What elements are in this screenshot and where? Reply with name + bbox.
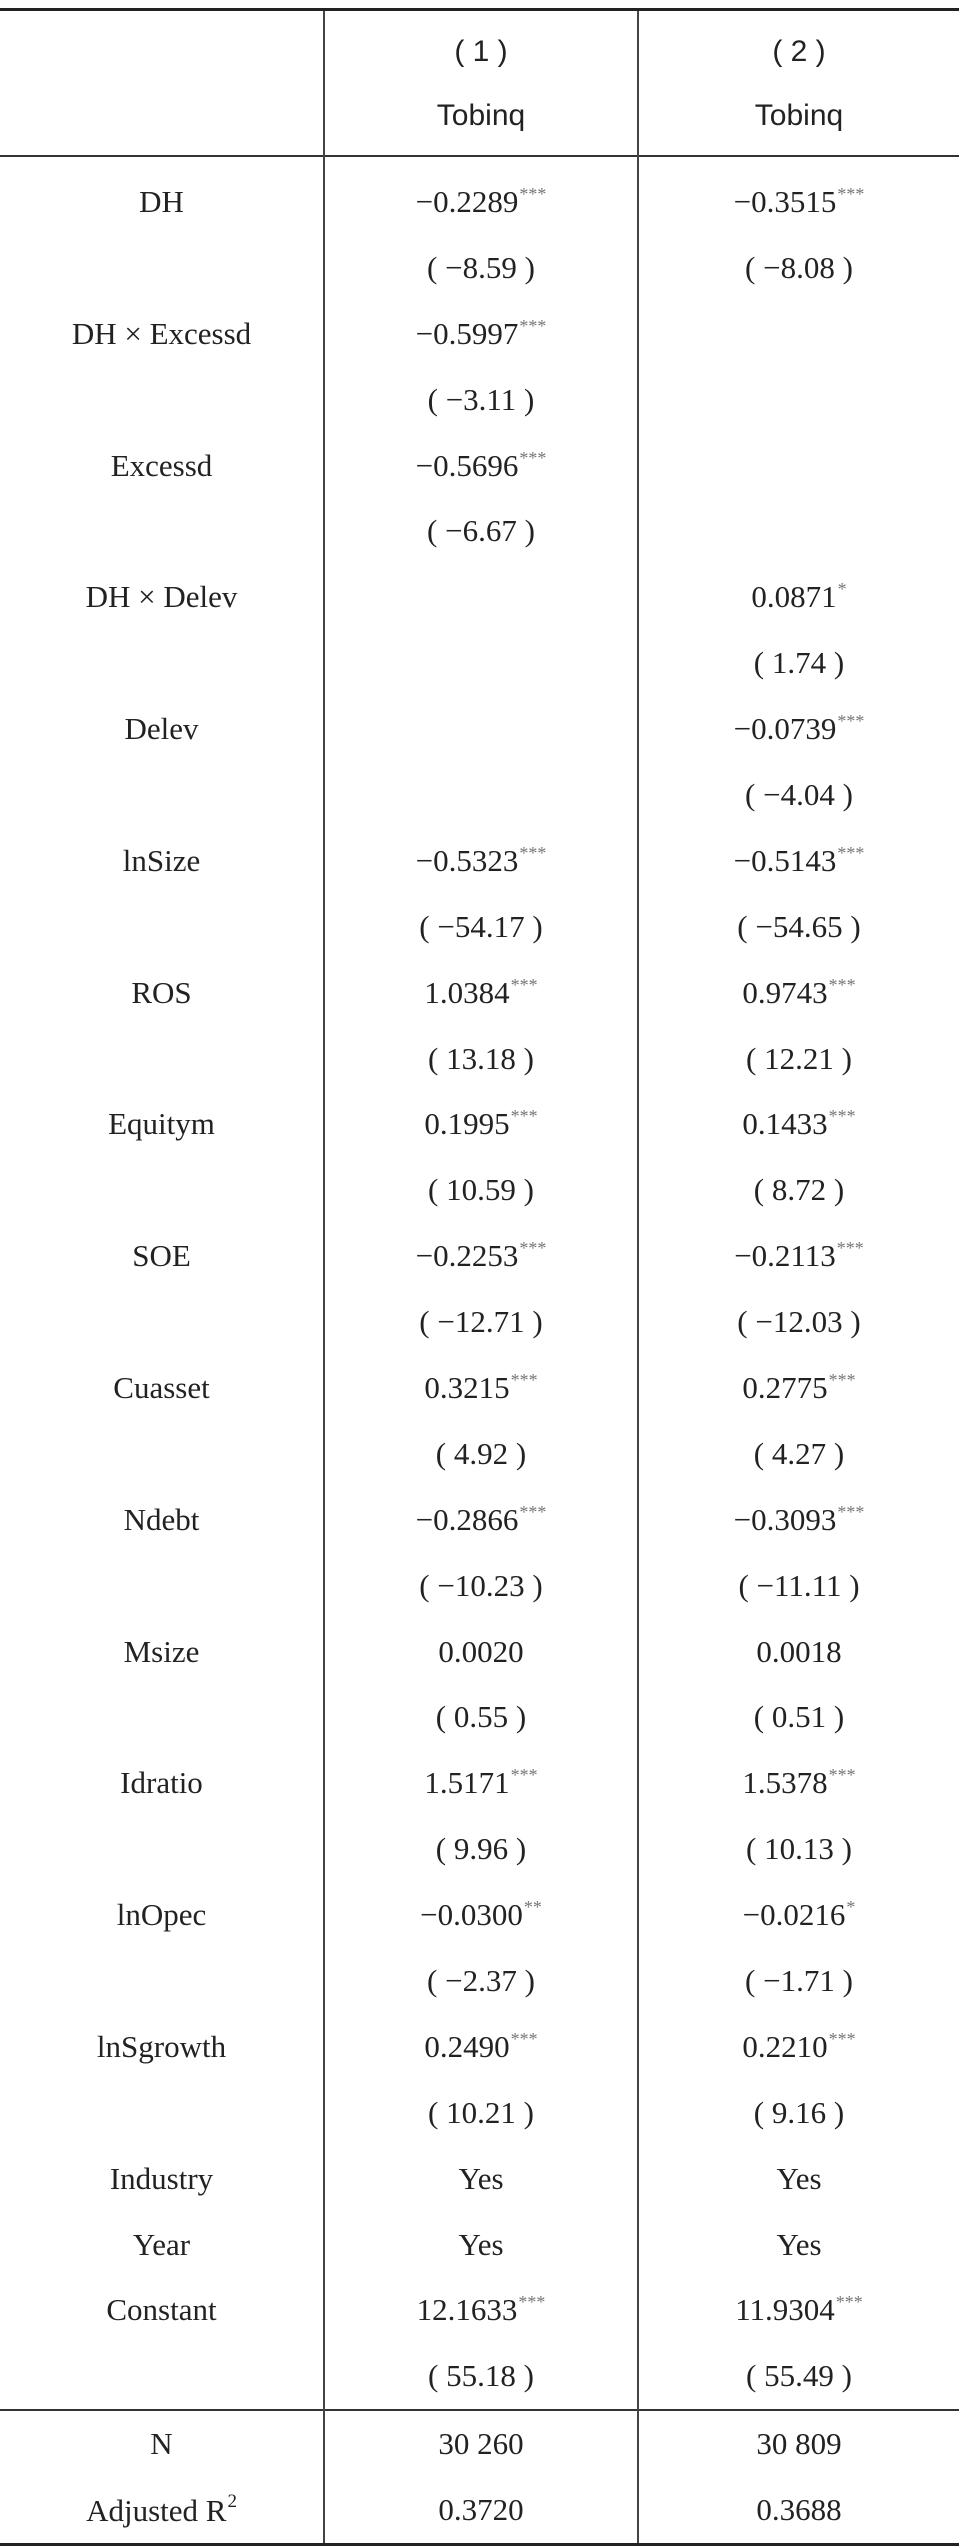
col2-cell bbox=[638, 1026, 959, 1092]
significance-stars: *** bbox=[518, 2292, 546, 2313]
significance-stars: *** bbox=[519, 315, 547, 336]
col2-cell bbox=[638, 235, 959, 301]
col1-cell-value: ( 55.18 ) bbox=[428, 2358, 534, 2394]
col1-cell-value: Yes bbox=[458, 2160, 504, 2196]
col1-cell-value: 1.0384 bbox=[424, 974, 510, 1010]
col2-cell-value: ( −8.08 ) bbox=[745, 249, 853, 285]
variable-label-value: Year bbox=[132, 2226, 191, 2262]
variable-label-value: ROS bbox=[131, 974, 192, 1010]
variable-label bbox=[0, 1421, 324, 1487]
variable-label bbox=[0, 367, 324, 433]
col2-cell-value: ( 12.21 ) bbox=[746, 1040, 852, 1076]
variable-label bbox=[0, 1223, 324, 1289]
variable-label bbox=[0, 1684, 324, 1750]
statistic-label bbox=[0, 2477, 324, 2545]
col1-cell-value: Yes bbox=[458, 2226, 504, 2262]
variable-label-value: Idratio bbox=[120, 1765, 203, 1801]
col1-cell-value: 30 260 bbox=[438, 2426, 524, 2462]
variable-label bbox=[0, 1553, 324, 1619]
variable-label-value: Delev bbox=[124, 711, 199, 747]
col2-cell-value: 0.2775 bbox=[742, 1369, 828, 1405]
col1-cell bbox=[324, 564, 638, 630]
statistic-label-value: Adjusted R bbox=[86, 2493, 227, 2529]
variable-label bbox=[0, 1750, 324, 1816]
col1-cell bbox=[324, 2212, 638, 2278]
col1-cell-value: 0.2490 bbox=[424, 2028, 510, 2064]
header-empty-cell bbox=[0, 10, 324, 84]
col2-cell bbox=[638, 1816, 959, 1882]
col2-cell bbox=[638, 2477, 959, 2545]
col2-cell bbox=[638, 2212, 959, 2278]
col2-cell bbox=[638, 960, 959, 1026]
significance-stars: *** bbox=[836, 1238, 864, 1259]
col1-cell bbox=[324, 960, 638, 1026]
col2-cell-value: ( 4.27 ) bbox=[753, 1435, 845, 1471]
tstat-row bbox=[0, 762, 959, 828]
col2-cell-value: Yes bbox=[776, 2160, 822, 2196]
coefficient-rows bbox=[0, 156, 959, 2410]
variable-label-value: lnSgrowth bbox=[96, 2028, 227, 2064]
header-empty-cell bbox=[0, 83, 324, 156]
col2-cell bbox=[638, 1750, 959, 1816]
header-col1-number: ( 1 ) bbox=[324, 10, 638, 84]
col2-cell bbox=[638, 156, 959, 235]
variable-label bbox=[0, 696, 324, 762]
col2-cell bbox=[638, 2278, 959, 2344]
col1-cell-value: ( −8.59 ) bbox=[427, 249, 535, 285]
variable-label bbox=[0, 1487, 324, 1553]
col2-cell bbox=[638, 1157, 959, 1223]
variable-label-value: Excessd bbox=[110, 447, 213, 483]
col2-cell-value: −0.3093 bbox=[733, 1501, 837, 1537]
col1-cell bbox=[324, 2146, 638, 2212]
variable-label-value: DH bbox=[139, 183, 184, 219]
variable-label bbox=[0, 2146, 324, 2212]
col2-cell bbox=[638, 1091, 959, 1157]
col1-cell-value: ( 4.92 ) bbox=[435, 1435, 527, 1471]
coefficient-row bbox=[0, 1487, 959, 1553]
coefficient-row bbox=[0, 696, 959, 762]
col2-cell-value: 0.9743 bbox=[742, 974, 828, 1010]
col1-cell bbox=[324, 1421, 638, 1487]
variable-label-value: SOE bbox=[132, 1238, 191, 1274]
col2-cell-value: ( −54.65 ) bbox=[737, 908, 861, 944]
significance-stars: *** bbox=[837, 183, 865, 204]
col1-cell bbox=[324, 367, 638, 433]
col2-cell-value: 0.1433 bbox=[742, 1106, 828, 1142]
variable-label bbox=[0, 156, 324, 235]
col1-cell bbox=[324, 762, 638, 828]
col2-cell bbox=[638, 2343, 959, 2410]
header-col2-number: ( 2 ) bbox=[638, 10, 959, 84]
col2-cell-value: 11.9304 bbox=[735, 2292, 835, 2328]
tstat-row bbox=[0, 1816, 959, 1882]
variable-label bbox=[0, 2014, 324, 2080]
variable-label-value: DH × Excessd bbox=[71, 315, 252, 351]
tstat-row bbox=[0, 1289, 959, 1355]
coefficient-row bbox=[0, 1223, 959, 1289]
col2-cell-value: 0.3688 bbox=[756, 2492, 842, 2528]
variable-label bbox=[0, 762, 324, 828]
significance-stars: *** bbox=[510, 1106, 538, 1127]
col2-cell bbox=[638, 894, 959, 960]
col2-cell-value: ( −12.03 ) bbox=[737, 1304, 861, 1340]
tstat-row bbox=[0, 2080, 959, 2146]
significance-stars: *** bbox=[837, 842, 865, 863]
col1-cell-value: −0.0300 bbox=[420, 1897, 523, 1933]
significance-stars: *** bbox=[519, 1238, 547, 1259]
coefficient-row bbox=[0, 2212, 959, 2278]
variable-label bbox=[0, 1948, 324, 2014]
header-row-names bbox=[0, 83, 959, 156]
col2-cell bbox=[638, 1948, 959, 2014]
col2-cell bbox=[638, 2080, 959, 2146]
col1-cell bbox=[324, 1619, 638, 1685]
col1-cell-value: ( 13.18 ) bbox=[428, 1040, 534, 1076]
statistic-row bbox=[0, 2477, 959, 2545]
col2-cell-value: ( 9.16 ) bbox=[753, 2094, 845, 2130]
variable-label-value: DH × Delev bbox=[85, 579, 238, 615]
variable-label bbox=[0, 498, 324, 564]
col2-cell bbox=[638, 301, 959, 367]
variable-label bbox=[0, 2278, 324, 2344]
significance-stars: *** bbox=[519, 1501, 547, 1522]
col1-cell bbox=[324, 1289, 638, 1355]
coefficient-row bbox=[0, 1750, 959, 1816]
col1-cell-value: 0.3720 bbox=[438, 2492, 524, 2528]
tstat-row bbox=[0, 2343, 959, 2410]
regression-table-container bbox=[0, 8, 959, 2546]
variable-label bbox=[0, 1355, 324, 1421]
col2-cell-value: 30 809 bbox=[756, 2426, 842, 2462]
variable-label bbox=[0, 433, 324, 499]
variable-label bbox=[0, 1026, 324, 1092]
col1-cell bbox=[324, 301, 638, 367]
col1-cell bbox=[324, 1091, 638, 1157]
col1-cell-value: 0.0020 bbox=[438, 1633, 524, 1669]
col1-cell-value: ( −54.17 ) bbox=[419, 908, 543, 944]
col1-cell-value: 1.5171 bbox=[424, 1765, 510, 1801]
col2-cell bbox=[638, 1487, 959, 1553]
coefficient-row bbox=[0, 1882, 959, 1948]
variable-label-value: Msize bbox=[123, 1633, 200, 1669]
col2-cell bbox=[638, 2410, 959, 2477]
significance-stars: * bbox=[846, 1897, 856, 1918]
col2-cell bbox=[638, 433, 959, 499]
coefficient-row bbox=[0, 1619, 959, 1685]
tstat-row bbox=[0, 235, 959, 301]
col1-cell bbox=[324, 1882, 638, 1948]
col2-cell-value: 0.0018 bbox=[756, 1633, 842, 1669]
variable-label bbox=[0, 2080, 324, 2146]
tstat-row bbox=[0, 498, 959, 564]
col1-cell bbox=[324, 1355, 638, 1421]
col1-cell bbox=[324, 2477, 638, 2545]
variable-label-value: lnSize bbox=[122, 842, 201, 878]
col1-cell-value: −0.2289 bbox=[415, 183, 519, 219]
variable-label bbox=[0, 2212, 324, 2278]
col2-cell bbox=[638, 1882, 959, 1948]
statistic-label bbox=[0, 2410, 324, 2477]
variable-label-value: Industry bbox=[109, 2160, 214, 2196]
tstat-row bbox=[0, 1157, 959, 1223]
coefficient-row bbox=[0, 1091, 959, 1157]
statistics-rows bbox=[0, 2410, 959, 2545]
col2-cell bbox=[638, 630, 959, 696]
significance-stars: *** bbox=[828, 1765, 856, 1786]
col1-cell bbox=[324, 433, 638, 499]
table-header bbox=[0, 10, 959, 157]
tstat-row bbox=[0, 1684, 959, 1750]
significance-stars: *** bbox=[837, 711, 865, 732]
variable-label bbox=[0, 1091, 324, 1157]
col1-cell bbox=[324, 498, 638, 564]
coefficient-row bbox=[0, 1355, 959, 1421]
significance-stars: *** bbox=[519, 183, 547, 204]
col1-cell bbox=[324, 1026, 638, 1092]
header-col1-name: Tobinq bbox=[324, 83, 638, 156]
col1-cell-value: ( −2.37 ) bbox=[427, 1962, 535, 1998]
significance-stars: *** bbox=[510, 1369, 538, 1390]
col2-cell-value: ( 1.74 ) bbox=[753, 645, 845, 681]
tstat-row bbox=[0, 1948, 959, 2014]
col2-cell-value: ( −11.11 ) bbox=[738, 1567, 860, 1603]
coefficient-row bbox=[0, 960, 959, 1026]
significance-stars: *** bbox=[837, 1501, 865, 1522]
col1-cell-value: 0.3215 bbox=[424, 1369, 510, 1405]
col2-cell bbox=[638, 1553, 959, 1619]
col1-cell bbox=[324, 1948, 638, 2014]
significance-stars: *** bbox=[510, 2028, 538, 2049]
coefficient-row bbox=[0, 2146, 959, 2212]
col1-cell-value: 0.1995 bbox=[424, 1106, 510, 1142]
col2-cell bbox=[638, 1289, 959, 1355]
col1-cell bbox=[324, 2080, 638, 2146]
col2-cell-value: ( 10.13 ) bbox=[746, 1831, 852, 1867]
col2-cell bbox=[638, 1421, 959, 1487]
col1-cell bbox=[324, 1816, 638, 1882]
col2-cell bbox=[638, 828, 959, 894]
col2-cell-value: 0.0871 bbox=[751, 579, 837, 615]
statistic-row bbox=[0, 2410, 959, 2477]
col2-cell-value: −0.0739 bbox=[733, 711, 837, 747]
col1-cell-value: −0.5323 bbox=[415, 842, 519, 878]
variable-label bbox=[0, 1882, 324, 1948]
significance-stars: *** bbox=[519, 447, 547, 468]
col2-cell-value: ( 55.49 ) bbox=[746, 2358, 852, 2394]
variable-label-value: Cuasset bbox=[113, 1369, 210, 1405]
variable-label bbox=[0, 1289, 324, 1355]
variable-label-value: Constant bbox=[106, 2292, 217, 2328]
significance-stars: *** bbox=[835, 2292, 863, 2313]
significance-stars: *** bbox=[510, 1765, 538, 1786]
col1-cell bbox=[324, 1487, 638, 1553]
col1-cell bbox=[324, 156, 638, 235]
col2-cell bbox=[638, 696, 959, 762]
col1-cell bbox=[324, 235, 638, 301]
col2-cell-value: 1.5378 bbox=[742, 1765, 828, 1801]
col2-cell-value: Yes bbox=[776, 2226, 822, 2262]
variable-label bbox=[0, 630, 324, 696]
variable-label-value: Ndebt bbox=[123, 1501, 200, 1537]
col1-cell bbox=[324, 696, 638, 762]
col1-cell-value: ( 9.96 ) bbox=[435, 1831, 527, 1867]
col2-cell bbox=[638, 1684, 959, 1750]
col2-cell bbox=[638, 1355, 959, 1421]
col1-cell bbox=[324, 1157, 638, 1223]
variable-label-value: lnOpec bbox=[116, 1897, 207, 1933]
col1-cell-value: ( 0.55 ) bbox=[435, 1699, 527, 1735]
variable-label bbox=[0, 564, 324, 630]
tstat-row bbox=[0, 630, 959, 696]
col2-cell-value: ( 8.72 ) bbox=[753, 1172, 845, 1208]
variable-label bbox=[0, 1157, 324, 1223]
significance-stars: *** bbox=[828, 2028, 856, 2049]
col2-cell bbox=[638, 1619, 959, 1685]
tstat-row bbox=[0, 1553, 959, 1619]
col2-cell-value: −0.5143 bbox=[733, 842, 837, 878]
coefficient-row bbox=[0, 828, 959, 894]
col2-cell-value: ( −1.71 ) bbox=[745, 1962, 853, 1998]
tstat-row bbox=[0, 1026, 959, 1092]
coefficient-row bbox=[0, 156, 959, 235]
col2-cell bbox=[638, 1223, 959, 1289]
col2-cell bbox=[638, 2014, 959, 2080]
col1-cell bbox=[324, 2343, 638, 2410]
tstat-row bbox=[0, 1421, 959, 1487]
variable-label bbox=[0, 1619, 324, 1685]
variable-label bbox=[0, 1816, 324, 1882]
col2-cell-value: ( −4.04 ) bbox=[745, 776, 853, 812]
variable-label bbox=[0, 2343, 324, 2410]
significance-stars: *** bbox=[828, 1369, 856, 1390]
col2-cell-value: −0.0216 bbox=[742, 1897, 846, 1933]
coefficient-row bbox=[0, 433, 959, 499]
coefficient-row bbox=[0, 564, 959, 630]
col2-cell-value: 0.2210 bbox=[742, 2028, 828, 2064]
col2-cell bbox=[638, 2146, 959, 2212]
variable-label-value: Equitym bbox=[108, 1106, 215, 1142]
col1-cell-value: 12.1633 bbox=[416, 2292, 518, 2328]
tstat-row bbox=[0, 367, 959, 433]
regression-table bbox=[0, 8, 959, 2546]
variable-label bbox=[0, 301, 324, 367]
col1-cell-value: ( −12.71 ) bbox=[419, 1304, 543, 1340]
col1-cell bbox=[324, 630, 638, 696]
col1-cell-value: −0.2253 bbox=[415, 1238, 519, 1274]
col1-cell-value: ( −10.23 ) bbox=[419, 1567, 543, 1603]
header-col2-name: Tobinq bbox=[638, 83, 959, 156]
coefficient-row bbox=[0, 2278, 959, 2344]
coefficient-row bbox=[0, 301, 959, 367]
col1-cell bbox=[324, 1750, 638, 1816]
significance-stars: ** bbox=[523, 1897, 542, 1918]
statistic-label-value: N bbox=[150, 2426, 173, 2462]
col1-cell bbox=[324, 1553, 638, 1619]
variable-label bbox=[0, 960, 324, 1026]
variable-label bbox=[0, 235, 324, 301]
col2-cell-value: ( 0.51 ) bbox=[753, 1699, 845, 1735]
col2-cell bbox=[638, 498, 959, 564]
col1-cell-value: ( −3.11 ) bbox=[427, 381, 535, 417]
header-row-numbers bbox=[0, 10, 959, 84]
col1-cell bbox=[324, 2278, 638, 2344]
tstat-row bbox=[0, 894, 959, 960]
col2-cell-value: −0.2113 bbox=[734, 1238, 836, 1274]
col1-cell bbox=[324, 828, 638, 894]
significance-stars: *** bbox=[828, 1106, 856, 1127]
col1-cell-value: −0.5696 bbox=[415, 447, 519, 483]
significance-stars: *** bbox=[519, 842, 547, 863]
col1-cell-value: ( 10.21 ) bbox=[428, 2094, 534, 2130]
col1-cell-value: −0.5997 bbox=[415, 315, 519, 351]
col1-cell-value: ( −6.67 ) bbox=[427, 513, 535, 549]
col1-cell bbox=[324, 1223, 638, 1289]
significance-stars: * bbox=[837, 579, 847, 600]
col2-cell bbox=[638, 762, 959, 828]
col2-cell-value: −0.3515 bbox=[733, 183, 837, 219]
col1-cell bbox=[324, 894, 638, 960]
col1-cell bbox=[324, 1684, 638, 1750]
significance-stars: 2 bbox=[227, 2491, 237, 2513]
coefficient-row bbox=[0, 2014, 959, 2080]
col1-cell bbox=[324, 2014, 638, 2080]
variable-label bbox=[0, 894, 324, 960]
col2-cell bbox=[638, 564, 959, 630]
significance-stars: *** bbox=[510, 974, 538, 995]
variable-label bbox=[0, 828, 324, 894]
col1-cell-value: −0.2866 bbox=[415, 1501, 519, 1537]
col1-cell bbox=[324, 2410, 638, 2477]
col1-cell-value: ( 10.59 ) bbox=[428, 1172, 534, 1208]
col2-cell bbox=[638, 367, 959, 433]
significance-stars: *** bbox=[828, 974, 856, 995]
